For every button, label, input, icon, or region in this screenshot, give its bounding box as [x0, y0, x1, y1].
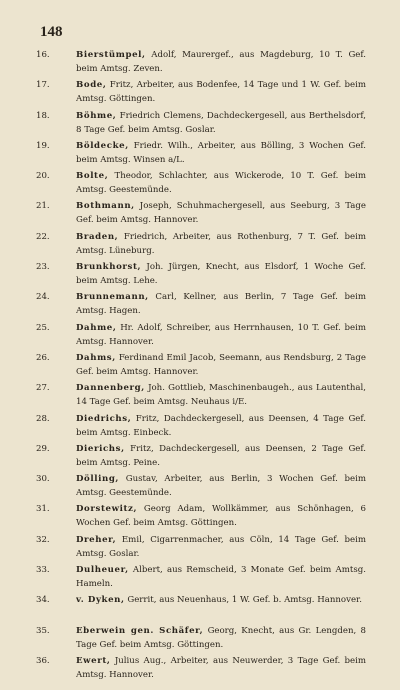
list-item [0, 533, 400, 561]
entry-text [76, 381, 366, 409]
entry-number: 32. [36, 534, 50, 545]
entry-details: Julius Aug., Arbeiter, aus Neuwerder, 3 Tage Gef. beim Amtsg. Hannover. [76, 655, 366, 680]
entry-name: Böldecke, [76, 140, 129, 151]
list-item [0, 109, 400, 137]
list-item [0, 381, 400, 409]
entry-text [76, 290, 366, 318]
entry-number: 34. [36, 595, 50, 606]
entry-text [76, 412, 366, 440]
entry-list [0, 48, 400, 684]
entry-details: Fritz, Dachdeckergesell, aus Deensen, 2 Tage Gef. beim Amtsg. Peine. [76, 443, 366, 468]
entry-name: Bierstümpel, [76, 50, 146, 60]
list-item [0, 593, 400, 621]
list-item [0, 654, 400, 682]
entry-details: Fritz, Dachdeckergesell, aus Deensen, 4 Tage Gef. beim Amtsg. Einbeck. [76, 413, 366, 438]
list-item [0, 472, 400, 500]
entry-text [76, 48, 366, 76]
entry-number: 17. [36, 80, 50, 91]
entry-details: Fritz, Arbeiter, aus Bodenfee, 14 Tage und 1 W. Gef. beim Amtsg. Göttingen. [76, 80, 366, 105]
entry-number: 20. [36, 171, 50, 182]
entry-details: Joh. Jürgen, Knecht, aus Elsdorf, 1 Woche Gef. beim Amtsg. Lehe. [76, 262, 366, 287]
entry-text [76, 260, 366, 288]
list-item [0, 48, 400, 76]
entry-name: Bode, [76, 80, 107, 91]
entry-number: 30. [36, 474, 50, 485]
entry-text [76, 533, 366, 561]
entry-number: 18. [36, 110, 50, 121]
entry-details: Joh. Gottlieb, Maschinenbaugeh., aus Lautenthal, 14 Tage Gef. beim Amtsg. Neuhaus i/E. [76, 383, 366, 408]
entry-number: 22. [36, 231, 50, 242]
entry-details: Ferdinand Emil Jacob, Seemann, aus Rendsburg, 2 Tage Gef. beim Amtsg. Hannover. [76, 352, 366, 377]
entry-name: Eberwein gen. Schäfer, [76, 625, 204, 636]
entry-number: 19. [36, 140, 50, 151]
entry-name: Dölling, [76, 474, 120, 485]
entry-number: 36. [36, 655, 50, 666]
entry-details: Friedrich, Arbeiter, aus Rothenburg, 7 T. Gef. beim Amtsg. Lüneburg. [76, 231, 366, 256]
entry-name: Brunnemann, [76, 292, 149, 303]
entry-details: Friedrich Clemens, Dachdeckergesell, aus Berthelsdorf, 8 Tage Gef. beim Amtsg. Goslar. [76, 110, 366, 135]
entry-details: Georg Adam, Wollkämmer, aus Schönhagen, 6 Wochen Gef. beim Amtsg. Göttingen. [76, 504, 366, 529]
entry-text [76, 321, 366, 349]
entry-number: 26. [36, 352, 50, 363]
entry-text [76, 654, 366, 682]
entry-text [76, 351, 366, 379]
entry-number: 16. [36, 50, 50, 60]
entry-details: Albert, aus Remscheid, 3 Monate Gef. beim Amtsg. Hameln. [76, 565, 366, 590]
entry-name: Dahms, [76, 352, 116, 363]
entry-text [76, 169, 366, 197]
entry-details: Theodor, Schlachter, aus Wickerode, 10 T. Gef. beim Amtsg. Geestemünde. [76, 171, 366, 196]
entry-number: 35. [36, 625, 50, 636]
entry-details: Adolf, Maurergef., aus Magdeburg, 10 T. Gef. beim Amtsg. Zeven. [76, 50, 366, 74]
list-item [0, 290, 400, 318]
entry-details: Gerrit, aus Neuenhaus, 1 W. Gef. b. Amtsg. Hannover. [127, 595, 362, 606]
list-item [0, 412, 400, 440]
list-item [0, 502, 400, 530]
entry-number: 25. [36, 322, 50, 333]
entry-name: Dahme, [76, 322, 117, 333]
entry-details: Georg, Knecht, aus Gr. Lengden, 8 Tage Gef. beim Amtsg. Göttingen. [76, 625, 366, 650]
entry-name: Dreher, [76, 534, 117, 545]
entry-name: Ewert, [76, 655, 111, 666]
entry-text [76, 472, 366, 500]
entry-name: Diedrichs, [76, 413, 132, 424]
entry-name: Dulheuer, [76, 565, 129, 576]
entry-text [76, 624, 366, 652]
entry-details: Joseph, Schuhmachergesell, aus Seeburg, 3 Tage Gef. beim Amtsg. Hannover. [76, 201, 366, 226]
entry-number: 33. [36, 565, 50, 576]
entry-details: Carl, Kellner, aus Berlin, 7 Tage Gef. beim Amtsg. Hagen. [76, 292, 366, 317]
list-item [0, 563, 400, 591]
list-item [0, 321, 400, 349]
entry-details: Emil, Cigarrenmacher, aus Cöln, 14 Tage Gef. beim Amtsg. Goslar. [76, 534, 366, 559]
list-item [0, 442, 400, 470]
entry-name: Bothmann, [76, 201, 135, 212]
list-item [0, 260, 400, 288]
entry-number: 31. [36, 504, 50, 515]
entry-number: 29. [36, 443, 50, 454]
entry-name: Böhme, [76, 110, 117, 121]
entry-text [76, 109, 366, 137]
entry-text [76, 442, 366, 470]
list-item [0, 78, 400, 106]
list-item [0, 199, 400, 227]
entry-text [76, 139, 366, 167]
entry-text [76, 563, 366, 591]
entry-number: 21. [36, 201, 50, 212]
entry-number: 27. [36, 383, 50, 394]
list-item [0, 139, 400, 167]
entry-name: Braden, [76, 231, 119, 242]
entry-name: Dierichs, [76, 443, 125, 454]
entry-number: 28. [36, 413, 50, 424]
entry-text [76, 502, 366, 530]
list-item [0, 624, 400, 652]
entry-number: 24. [36, 292, 50, 303]
entry-text [76, 78, 366, 106]
entry-name: Brunkhorst, [76, 262, 142, 273]
entry-text [76, 199, 366, 227]
entry-text [76, 593, 366, 621]
list-item [0, 351, 400, 379]
entry-number: 23. [36, 262, 50, 273]
entry-details: Hr. Adolf, Schreiber, aus Herrnhausen, 10 T. Gef. beim Amtsg. Hannover. [76, 322, 366, 347]
list-item [0, 169, 400, 197]
entry-details: Gustav, Arbeiter, aus Berlin, 3 Wochen Gef. beim Amtsg. Geestemünde. [76, 474, 366, 499]
entry-name: Dannenberg, [76, 383, 145, 394]
list-item [0, 230, 400, 258]
entry-name: Dorstewitz, [76, 504, 138, 515]
entry-text [76, 230, 366, 258]
entry-name: Bolte, [76, 171, 109, 182]
page-number: 148 [40, 24, 63, 40]
entry-name: v. Dyken, [76, 595, 125, 606]
entry-details: Friedr. Wilh., Arbeiter, aus Bölling, 3 Wochen Gef. beim Amtsg. Winsen a/L. [76, 140, 366, 165]
